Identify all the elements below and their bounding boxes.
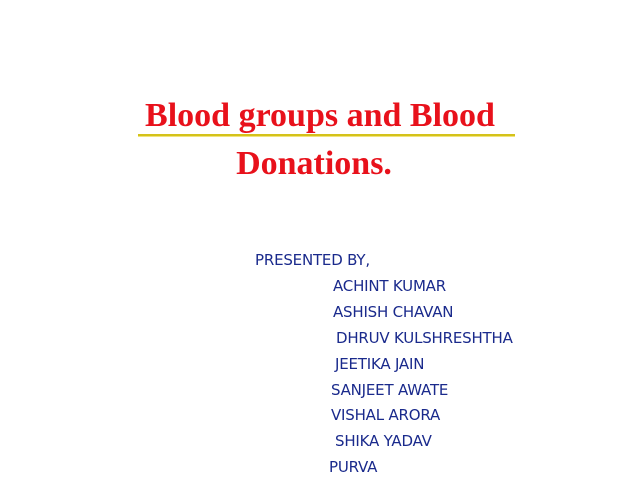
slide-title-line-2: Donations. xyxy=(236,145,392,182)
presenter-name: ASHISH CHAVAN xyxy=(333,303,454,321)
presenter-name: PURVA xyxy=(329,458,378,476)
presented-by-label: PRESENTED BY, xyxy=(255,251,370,269)
presenter-name: JEETIKA JAIN xyxy=(335,355,425,373)
presenter-name: SHIKA YADAV xyxy=(335,432,432,450)
presenter-name: VISHAL ARORA xyxy=(331,406,441,424)
title-underline-highlight xyxy=(138,136,515,137)
slide-title-line-1: Blood groups and Blood xyxy=(145,97,495,134)
presenter-name: SANJEET AWATE xyxy=(331,381,449,399)
presenter-name: DHRUV KULSHRESHTHA xyxy=(336,329,513,347)
presenter-name: ACHINT KUMAR xyxy=(333,277,446,295)
